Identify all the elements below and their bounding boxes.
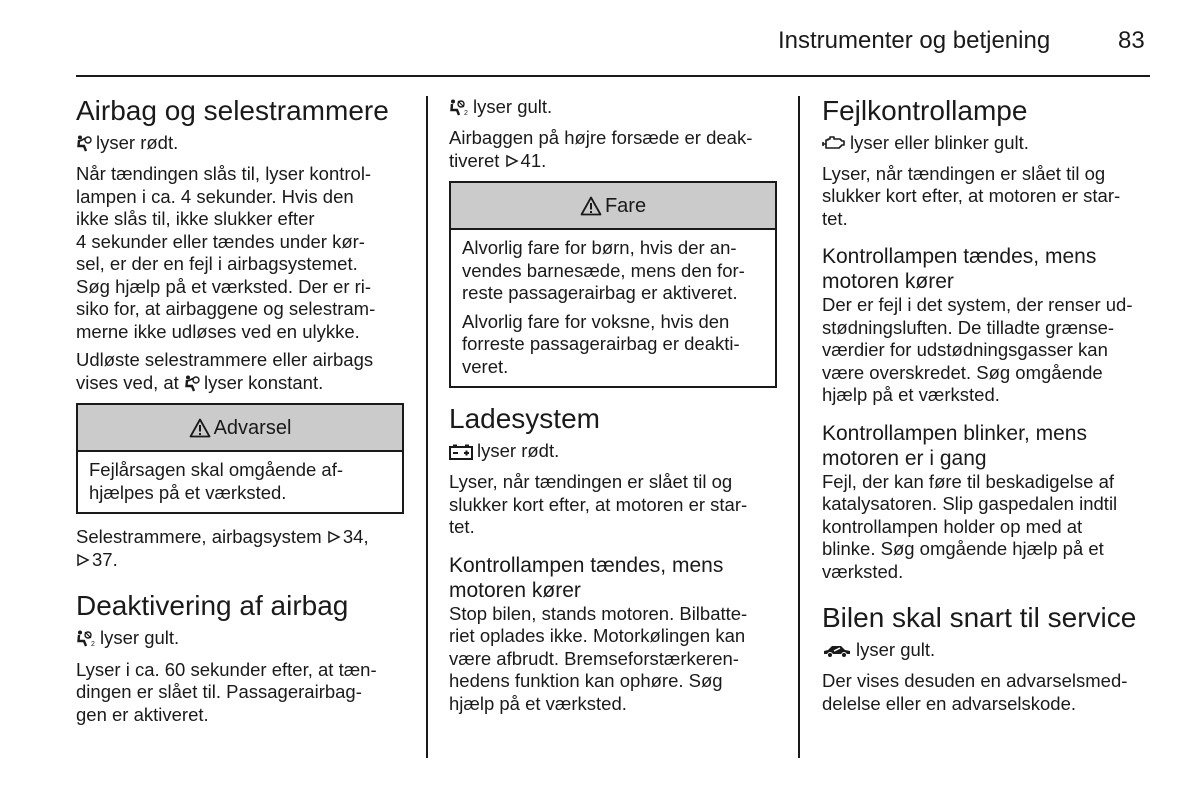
text-line: tet. — [822, 207, 848, 229]
text-line: riet oplades ikke. Motorkølingen kan — [449, 625, 746, 646]
text-line: Stop bilen, stands motoren. Bilbatte- — [449, 602, 748, 624]
text-line: merne ikke udløses ved en ulykke. — [76, 320, 360, 342]
text-line: Airbaggen på højre forsæde er deak- — [449, 127, 753, 149]
airbag-paragraph — [76, 163, 404, 343]
text-line: dingen er slået til. Passagerairbag- — [76, 681, 362, 702]
engine-indicator-text: lyser eller blinker gult. — [850, 132, 1029, 153]
reference-arrow-icon — [327, 530, 341, 544]
service-indicator-text: lyser gult. — [856, 639, 936, 661]
text-line: sel, er der en fejl i airbagsystemet. — [76, 253, 358, 275]
text-line: veret. — [462, 355, 509, 377]
subheading-line: motoren er i gang — [822, 446, 987, 470]
airbag-off-indicator-text: lyser gult. — [100, 627, 180, 649]
page-reference[interactable]: 41. — [520, 149, 547, 171]
text-line: slukker kort efter, at motoren er star- — [822, 185, 1121, 207]
text-line: være afbrudt. Bremseforstærkeren- — [449, 647, 739, 669]
text-line: slukker kort efter, at motoren er star- — [449, 493, 748, 515]
text-line — [76, 526, 404, 549]
charging-paragraph — [449, 471, 777, 539]
page-reference[interactable]: 34, — [342, 526, 369, 548]
text-fragment: tiveret — [449, 149, 500, 171]
column-divider-right — [798, 96, 800, 758]
airbag-off-icon — [76, 630, 96, 647]
text-line: blinke. Søg omgående hjælp på et — [822, 538, 1104, 560]
column-middle — [449, 96, 777, 715]
text-line: Der er fejl i det system, der renser ud- — [822, 294, 1133, 316]
airbag-off-indicator-text: lyser gult. — [473, 96, 553, 117]
column-left — [76, 94, 404, 726]
warning-box-header — [78, 405, 402, 452]
battery-icon — [449, 444, 473, 460]
text-line: katalysatoren. Slip gaspedalen indtil — [822, 493, 1118, 515]
danger-box-body — [451, 230, 775, 386]
header-rule — [76, 75, 1150, 77]
text-line: gen er aktiveret. — [76, 703, 209, 725]
airbag-deployed-paragraph — [76, 349, 404, 394]
section-heading-service: Bilen skal snart til service — [822, 602, 1137, 634]
text-line: forreste passagerairbag er deakti- — [462, 333, 740, 355]
column-divider-left — [426, 96, 428, 758]
airbag-off-indicator-line — [449, 96, 552, 119]
section-heading-airbag: Airbag og selestrammere — [76, 95, 389, 126]
subheading-malfunction-flashing — [822, 421, 1150, 471]
airbag-indicator-line — [76, 132, 178, 155]
running-title: Instrumenter og betjening — [778, 27, 1051, 54]
danger-box — [449, 181, 777, 388]
text-line: lampen i ca. 4 sekunder. Hvis den — [76, 185, 354, 207]
cross-reference — [76, 526, 404, 571]
airbag-seated-person-icon — [76, 135, 92, 152]
malfunction-paragraph — [822, 163, 1150, 231]
text-line — [76, 372, 323, 395]
text-line: være overskredet. Søg omgående — [822, 361, 1103, 383]
text-line: vendes barnesæde, mens den for- — [462, 259, 745, 281]
malfunction-on-paragraph — [822, 294, 1150, 407]
text-line: hedens funktion kan ophøre. Søg — [449, 670, 723, 691]
svg-text:2: 2 — [91, 641, 95, 647]
airbag-off-icon — [449, 99, 469, 116]
danger-box-header — [451, 183, 775, 230]
text-line: hjælp på et værksted. — [822, 384, 1000, 406]
text-line: hjælp på et værksted. — [449, 692, 627, 714]
subheading-charging-running — [449, 553, 777, 603]
subheading-line: motoren kører — [822, 270, 954, 294]
text-line: Udløste selestrammere eller airbags — [76, 349, 374, 371]
text-line: kontrollampen holder op med at — [822, 515, 1083, 537]
engine-indicator-line — [822, 132, 1029, 155]
malfunction-flashing-paragraph — [822, 471, 1150, 584]
text-line: Der vises desuden en advarselsmed- — [822, 670, 1128, 691]
warning-box-title: Advarsel — [213, 416, 292, 439]
text-fragment: lyser konstant. — [203, 371, 324, 393]
section-heading-malfunction: Fejlkontrollampe — [822, 95, 1028, 126]
subheading-line: Kontrollampen tændes, mens — [449, 553, 724, 577]
battery-indicator-text: lyser rødt. — [477, 440, 560, 462]
warning-triangle-icon — [189, 418, 211, 438]
subheading-line: Kontrollampen tændes, mens — [822, 245, 1097, 269]
airbag-seated-person-icon — [184, 375, 200, 392]
text-line: stødningsluften. De tilladte grænse- — [822, 316, 1115, 338]
deactivation-paragraph — [76, 659, 404, 727]
warning-box-body — [78, 452, 402, 512]
charging-running-paragraph — [449, 603, 777, 716]
text-line: reste passagerairbag er aktiveret. — [462, 282, 738, 304]
warning-triangle-icon — [580, 196, 602, 216]
text-line: Lyser i ca. 60 sekunder efter, at tæn- — [76, 658, 377, 680]
text-line — [76, 549, 404, 572]
text-line: Når tændingen slås til, lyser kontrol- — [76, 163, 372, 185]
reference-arrow-icon — [76, 553, 90, 567]
section-heading-deactivation: Deaktivering af airbag — [76, 590, 349, 622]
text-fragment: Selestrammere, airbagsystem — [76, 526, 322, 548]
text-line: ikke slås til, ikke slukker efter — [76, 208, 315, 230]
warning-box — [76, 403, 404, 514]
service-paragraph — [822, 670, 1150, 715]
text-line: 4 sekunder eller tændes under kør- — [76, 230, 365, 252]
text-line: Søg hjælp på et værksted. Der er ri- — [76, 275, 372, 297]
text-line — [449, 150, 777, 173]
text-line: Lyser, når tændingen er slået til og — [449, 471, 733, 492]
text-line: Fejl, der kan føre til beskadigelse af — [822, 470, 1115, 492]
reference-arrow-icon — [505, 154, 519, 168]
svg-text:2: 2 — [464, 109, 468, 116]
text-fragment: vises ved, at — [76, 371, 179, 393]
passenger-airbag-paragraph — [449, 127, 777, 172]
text-line: værdier for udstødningsgasser kan — [822, 339, 1108, 361]
text-line: Lyser, når tændingen er slået til og — [822, 162, 1106, 184]
engine-icon — [822, 135, 846, 151]
page-number: 83 — [1118, 27, 1145, 54]
text-line: Fejlårsagen skal omgående af- — [89, 459, 344, 481]
page-reference[interactable]: 37. — [92, 548, 118, 570]
airbag-off-indicator-line — [76, 627, 179, 650]
danger-box-title: Fare — [604, 194, 647, 217]
subheading-line: Kontrollampen blinker, mens — [822, 421, 1087, 445]
text-line: siko for, at airbaggene og selestram- — [76, 298, 376, 320]
text-line: værksted. — [822, 560, 904, 582]
section-heading-charging: Ladesystem — [449, 403, 600, 435]
service-indicator-line — [822, 639, 935, 662]
subheading-malfunction-on — [822, 244, 1150, 294]
airbag-indicator-text: lyser rødt. — [96, 132, 179, 153]
text-line: Alvorlig fare for børn, hvis der an- — [462, 237, 737, 259]
column-right — [822, 94, 1150, 715]
car-wrench-icon — [822, 643, 852, 659]
subheading-line: motoren kører — [449, 578, 581, 602]
text-line: Alvorlig fare for voksne, hvis den — [462, 310, 730, 332]
text-line: delelse eller en advarselskode. — [822, 692, 1077, 714]
text-line: hjælpes på et værksted. — [89, 481, 287, 503]
text-line: tet. — [449, 516, 475, 537]
battery-indicator-line — [449, 440, 559, 463]
